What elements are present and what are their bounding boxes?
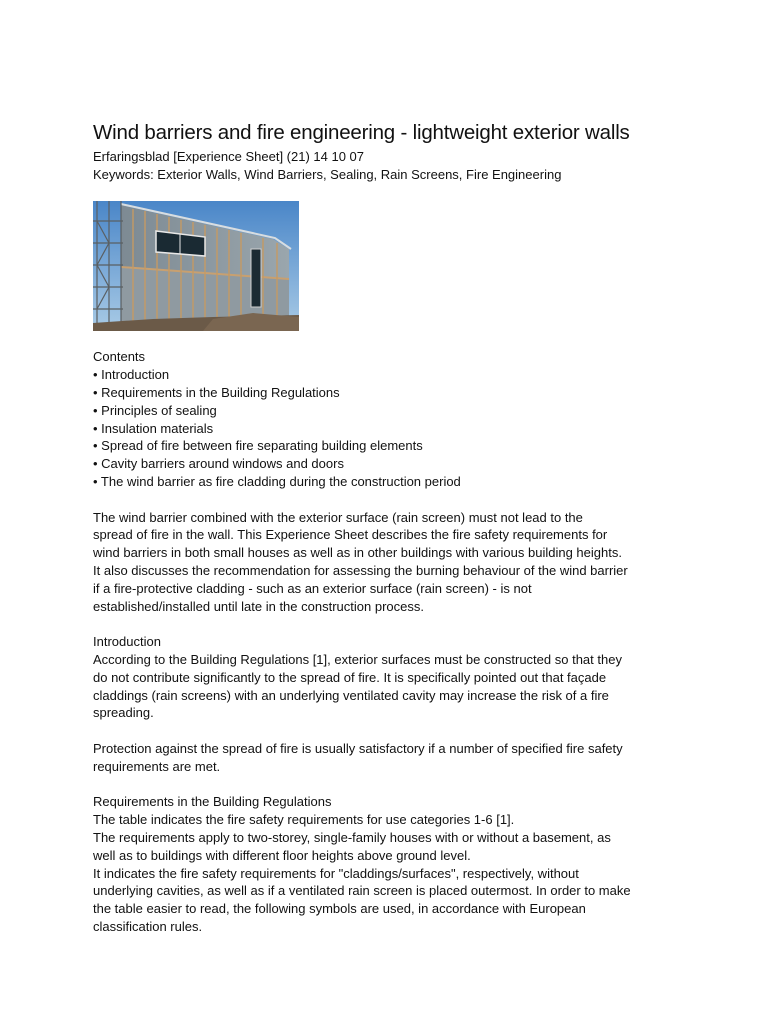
requirements-paragraph (93, 811, 683, 936)
document-page (93, 120, 683, 936)
introduction-line: Protection against the spread of fire is usually satisfactory if a number of specified fire safety (93, 740, 623, 756)
requirements-line: The table indicates the fire safety requirements for use categories 1-6 [1]. (93, 812, 515, 828)
summary-line: if a fire-protective cladding - such as an exterior surface (rain screen) - is not (93, 580, 532, 596)
requirements-line: well as to buildings with different floor heights above ground level. (93, 847, 471, 863)
requirements-line: the table easier to read, the following symbols are used, in accordance with European (93, 901, 586, 917)
building-photo (93, 201, 299, 331)
contents-item: • Spread of fire between fire separating building elements (93, 438, 423, 454)
summary-line: The wind barrier combined with the exterior surface (rain screen) must not lead to the (93, 509, 583, 525)
introduction-line: spreading. (93, 705, 154, 721)
introduction-line: claddings (rain screens) with an underlying ventilated cavity may increase the risk of a fire (93, 687, 609, 703)
document-keywords: Keywords: Exterior Walls, Wind Barriers, Sealing, Rain Screens, Fire Engineering (93, 166, 562, 182)
summary-line: wind barriers in both small houses as well as in other buildings with various building heights. (93, 545, 622, 561)
document-subtitle: Erfaringsblad [Experience Sheet] (21) 14 10 07 (93, 149, 365, 164)
contents-item: • Introduction (93, 367, 170, 383)
introduction-line: According to the Building Regulations [1], exterior surfaces must be constructed so that they (93, 651, 622, 667)
requirements-line: It indicates the fire safety requirements for "claddings/surfaces", respectively, without (93, 865, 579, 881)
contents-item: • The wind barrier as fire cladding during the construction period (93, 473, 461, 489)
introduction-paragraph-1 (93, 651, 683, 722)
contents-list (93, 366, 683, 491)
requirements-line: underlying cavities, as well as if a ventilated rain screen is placed outermost. In order to make (93, 883, 631, 899)
contents-item: • Insulation materials (93, 420, 214, 436)
contents-item: • Requirements in the Building Regulations (93, 384, 340, 400)
summary-paragraph (93, 509, 683, 616)
requirements-line: classification rules. (93, 918, 203, 934)
summary-line: spread of fire in the wall. This Experience Sheet describes the fire safety requirements for (93, 527, 608, 543)
introduction-line: do not contribute significantly to the spread of fire. It is specifically pointed out that façade (93, 669, 607, 685)
summary-line: It also discusses the recommendation for assessing the burning behaviour of the wind barrier (93, 562, 628, 578)
requirements-heading: Requirements in the Building Regulations (93, 794, 332, 810)
contents-item: • Cavity barriers around windows and doors (93, 456, 344, 472)
building-photo-illustration (93, 201, 299, 331)
introduction-heading: Introduction (93, 634, 161, 650)
contents-item: • Principles of sealing (93, 402, 217, 418)
contents-heading: Contents (93, 349, 146, 365)
summary-line: established/installed until late in the construction process. (93, 598, 424, 614)
requirements-line: The requirements apply to two-storey, single-family houses with or without a basement, as (93, 829, 611, 845)
introduction-paragraph-2 (93, 740, 683, 776)
introduction-line: requirements are met. (93, 758, 221, 774)
document-title: Wind barriers and fire engineering - lightweight exterior walls (93, 121, 630, 144)
